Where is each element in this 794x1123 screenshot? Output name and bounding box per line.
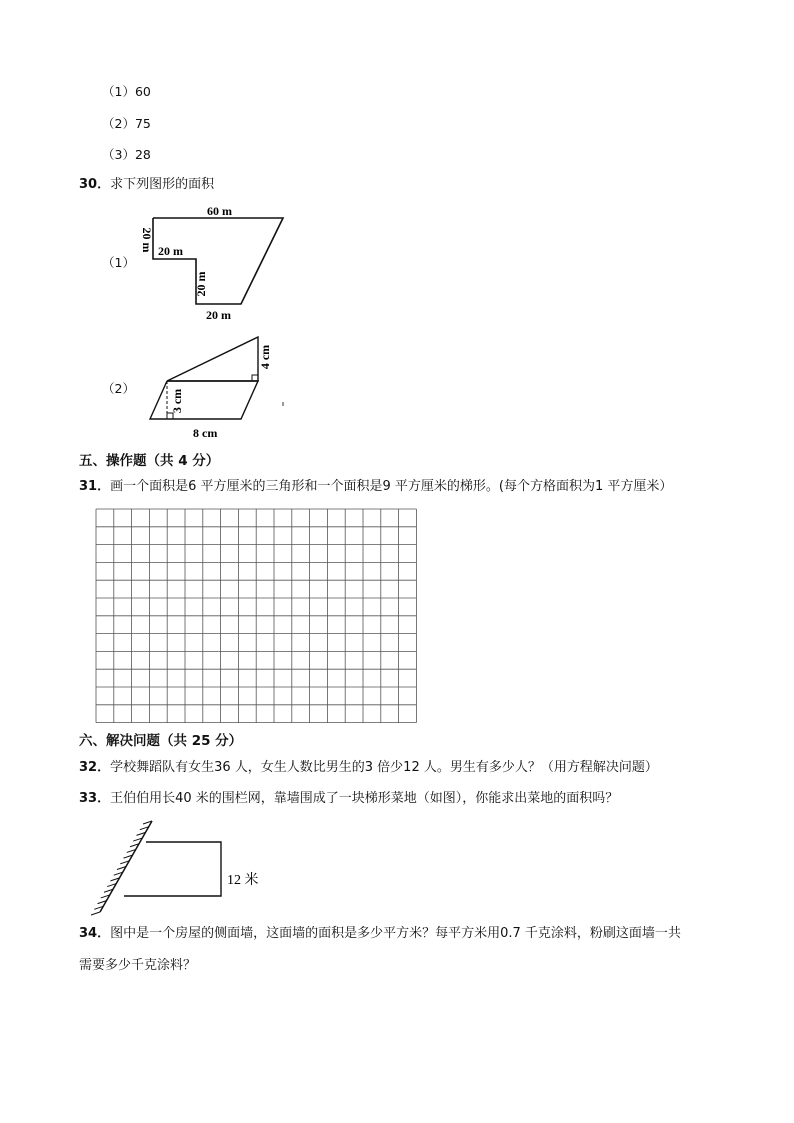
figure-1-polygon xyxy=(130,200,300,325)
trapezoid-garden-figure xyxy=(90,816,280,916)
question-34-continued: 需要多少千克涂料？ xyxy=(79,958,197,973)
answer-3: （3）28 xyxy=(102,147,151,162)
section-6-title: 六、解决问题（共 25 分） xyxy=(79,733,243,749)
figure-1-label: （1） xyxy=(102,255,135,270)
label-triangle-height: 4 cm xyxy=(258,344,272,370)
section-5-title: 五、操作题（共 4 分） xyxy=(79,453,220,469)
label-inner: 20 m xyxy=(194,271,208,297)
label-base: 8 cm xyxy=(193,426,218,440)
question-31 xyxy=(79,479,672,495)
question-text: 画一个面积是6 平方厘米的三角形和一个面积是9 平方厘米的梯形。(每个方格面积为1 平方厘米） xyxy=(110,479,673,494)
question-number: 33． xyxy=(79,791,111,806)
question-number: 34． xyxy=(79,926,111,941)
label-left: 20 m xyxy=(140,227,154,253)
answer-2: （2）75 xyxy=(102,116,151,131)
label-bottom: 20 m xyxy=(206,308,231,322)
question-32 xyxy=(79,760,658,776)
question-number: 30． xyxy=(79,177,111,192)
question-text: 学校舞蹈队有女生36 人，女生人数比男生的3 倍少12 人。男生有多少人？（用方程解决问题） xyxy=(110,760,658,775)
question-text: 王伯伯用长40 米的围栏网，靠墙围成了一块梯形菜地（如图），你能求出菜地的面积吗？ xyxy=(110,791,619,806)
question-33 xyxy=(79,791,618,807)
label-parallelogram-height: 3 cm xyxy=(170,388,184,414)
answer-1: （1）60 xyxy=(102,84,151,99)
figure-2-composite xyxy=(140,330,300,442)
question-34 xyxy=(79,926,681,942)
label-side: 12 米 xyxy=(227,873,259,888)
square-grid xyxy=(95,508,418,723)
question-text: 求下列图形的面积 xyxy=(110,177,215,192)
question-text: 图中是一个房屋的侧面墙，这面墙的面积是多少平方米？每平方米用0.7 千克涂料，粉刷这面墙一共 xyxy=(110,926,681,941)
wall-hatching xyxy=(91,821,152,915)
question-number: 32． xyxy=(79,760,111,775)
label-top: 60 m xyxy=(207,204,232,218)
label-step: 20 m xyxy=(158,244,183,258)
figure-2-label: （2） xyxy=(102,381,135,396)
question-number: 31． xyxy=(79,479,111,494)
fence xyxy=(124,842,221,896)
question-30 xyxy=(79,177,214,193)
